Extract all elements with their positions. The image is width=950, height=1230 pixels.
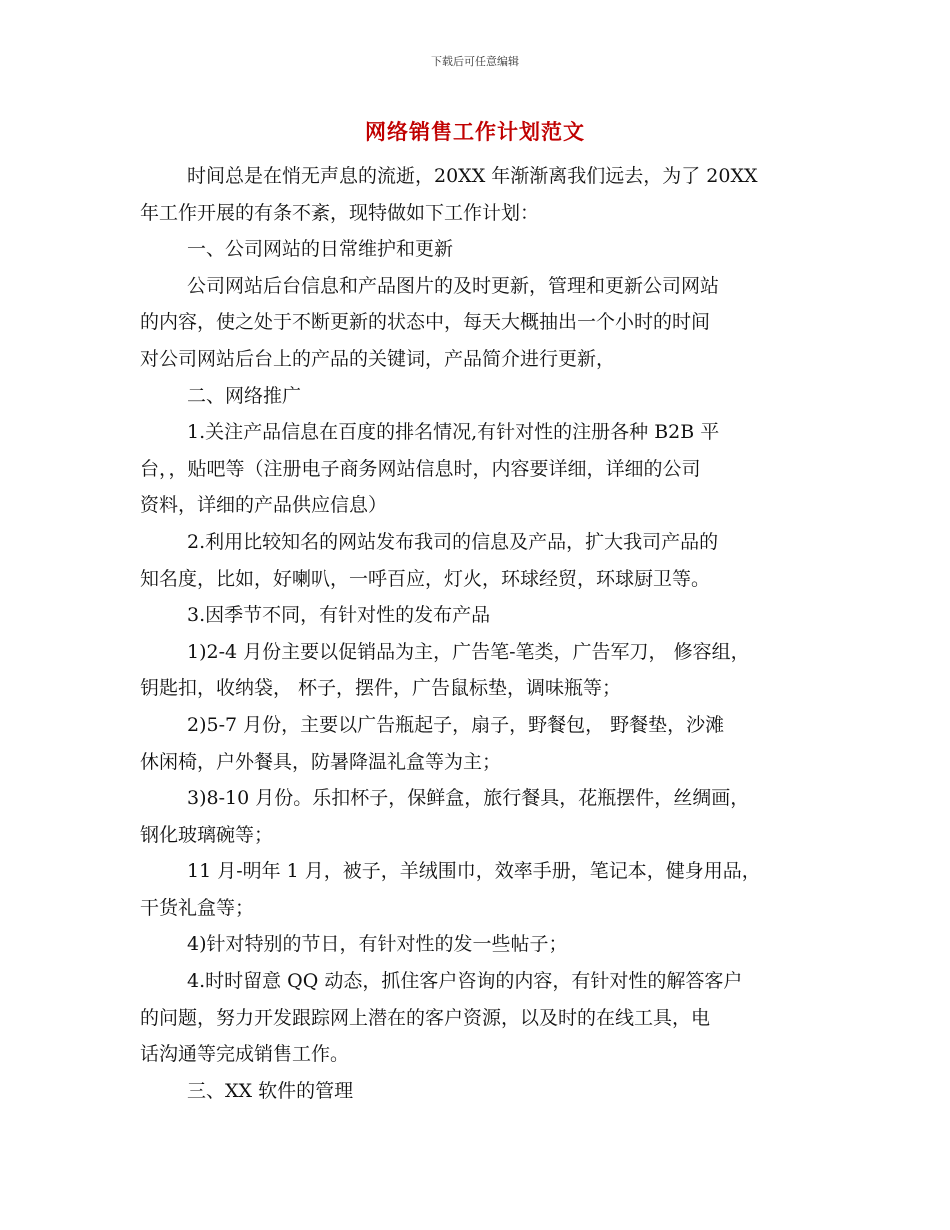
paragraph-line: 4.时时留意 QQ 动态，抓住客户咨询的内容，有针对性的解答客户 (187, 970, 743, 993)
paragraph (140, 1073, 830, 1110)
paragraph-line: 公司网站后台信息和产品图片的及时更新，管理和更新公司网站 (187, 274, 720, 297)
paragraph (140, 524, 830, 597)
paragraph (140, 268, 830, 378)
paragraph-line: 3.因季节不同，有针对性的发布产品 (187, 604, 491, 627)
paragraph-line: 台，，贴吧等（注册电子商务网站信息时，内容要详细，详细的公司 (140, 457, 701, 480)
paragraph-line: 钢化玻璃碗等； (140, 823, 274, 846)
paragraph (140, 780, 830, 853)
paragraph (140, 853, 830, 926)
paragraph-line: 时间总是在悄无声息的流逝，20XX 年渐渐离我们远去，为了 20XX (187, 165, 758, 187)
document-title: 网络销售工作计划范文 (365, 119, 585, 144)
paragraph-line: 一、公司网站的日常维护和更新 (187, 238, 454, 261)
paragraph-line: 的问题，努力开发跟踪网上潜在的客户资源，以及时的在线工具，电 (140, 1006, 711, 1029)
paragraph (140, 231, 830, 268)
paragraph-line: 1)2-4 月份主要以促销品为主，广告笔-笔类，广告军刀， 修容组， (187, 640, 750, 663)
paragraph (140, 926, 830, 963)
paragraph-line: 3)8-10 月份。乐扣杯子，保鲜盒，旅行餐具，花瓶摆件，丝绸画， (187, 787, 750, 810)
paragraph (140, 378, 830, 415)
paragraph-line: 1.关注产品信息在百度的排名情况,有针对性的注册各种 B2B 平 (187, 421, 720, 444)
paragraph (140, 707, 830, 780)
paragraph-line: 二、网络推广 (187, 384, 302, 407)
paragraph-line: 钥匙扣，收纳袋， 杯子，摆件，广告鼠标垫，调味瓶等； (140, 677, 622, 700)
paragraph-line: 11 月-明年 1 月，被子，羊绒围巾，效率手册，笔记本，健身用品， (187, 860, 761, 883)
paragraph-line: 三、XX 软件的管理 (187, 1079, 354, 1102)
paragraph-line: 年工作开展的有条不紊，现特做如下工作计划： (140, 201, 540, 224)
paragraph (140, 158, 830, 231)
paragraph-line: 2)5-7 月份，主要以广告瓶起子，扇子，野餐包， 野餐垫，沙滩 (187, 713, 725, 736)
paragraph (140, 634, 830, 707)
paragraph-line: 4)针对特别的节日，有针对性的发一些帖子； (187, 933, 568, 956)
paragraph-line: 干货礼盒等； (140, 896, 255, 919)
paragraph-line: 知名度，比如，好喇叭，一呼百应，灯火，环球经贸，环球厨卫等。 (140, 567, 711, 590)
document-body (140, 158, 830, 1109)
header-note: 下载后可任意编辑 (431, 55, 519, 68)
paragraph-line: 对公司网站后台上的产品的关键词，产品简介进行更新， (140, 347, 616, 370)
paragraph (140, 414, 830, 524)
paragraph-line: 2.利用比较知名的网站发布我司的信息及产品，扩大我司产品的 (187, 530, 719, 553)
paragraph (140, 963, 830, 1073)
paragraph-line: 话沟通等完成销售工作。 (140, 1043, 350, 1066)
paragraph-line: 资料，详细的产品供应信息） (140, 494, 388, 517)
paragraph-line: 休闲椅，户外餐具，防暑降温礼盒等为主； (140, 750, 502, 773)
paragraph (140, 597, 830, 634)
paragraph-line: 的内容，使之处于不断更新的状态中，每天大概抽出一个小时的时间 (140, 311, 711, 334)
